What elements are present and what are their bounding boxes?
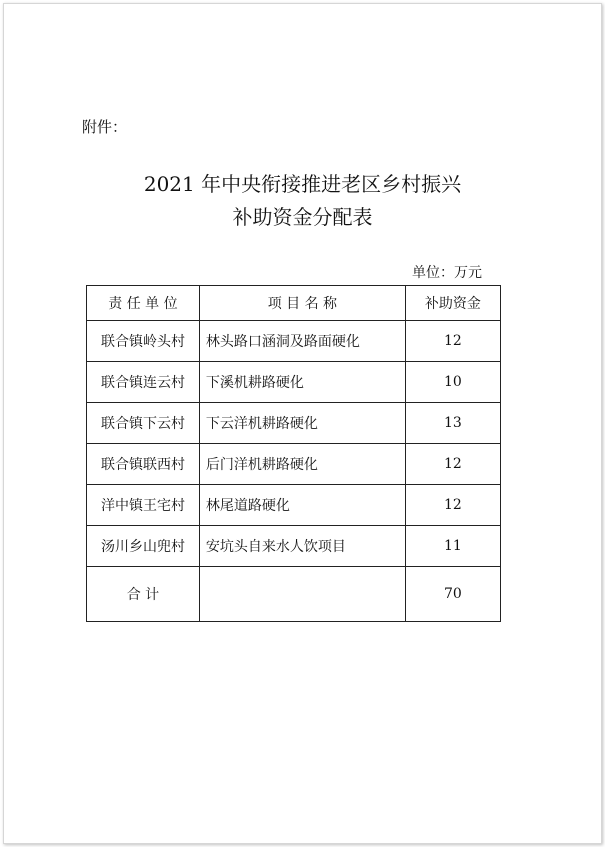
attachment-label: 附件： [82, 118, 128, 136]
total-project [199, 567, 405, 622]
cell-funds: 12 [405, 321, 500, 362]
table-header-row [87, 286, 501, 321]
header-unit: 责 任 单 位 [87, 286, 200, 321]
cell-unit: 联合镇连云村 [87, 362, 200, 403]
cell-project: 后门洋机耕路硬化 [199, 444, 405, 485]
cell-unit: 联合镇下云村 [87, 403, 200, 444]
cell-unit: 联合镇联西村 [87, 444, 200, 485]
cell-project: 安坑头自来水人饮项目 [199, 526, 405, 567]
cell-unit: 联合镇岭头村 [87, 321, 200, 362]
cell-project: 林头路口涵洞及路面硬化 [199, 321, 405, 362]
header-project: 项 目 名 称 [199, 286, 405, 321]
cell-project: 下溪机耕路硬化 [199, 362, 405, 403]
allocation-table [86, 285, 501, 622]
cell-funds: 13 [405, 403, 500, 444]
document-title-line2: 补助资金分配表 [232, 205, 373, 229]
cell-funds: 11 [405, 526, 500, 567]
total-row [87, 567, 501, 622]
cell-unit: 汤川乡山兜村 [87, 526, 200, 567]
cell-funds: 12 [405, 444, 500, 485]
cell-funds: 10 [405, 362, 500, 403]
table-row [87, 321, 501, 362]
document-title-line1: 2021 年中央衔接推进老区乡村振兴 [143, 172, 462, 196]
cell-unit: 洋中镇王宅村 [87, 485, 200, 526]
table-row [87, 485, 501, 526]
cell-funds: 12 [405, 485, 500, 526]
cell-project: 林尾道路硬化 [199, 485, 405, 526]
header-funds: 补助资金 [405, 286, 500, 321]
unit-note: 单位：万元 [412, 265, 482, 281]
total-funds: 70 [405, 567, 500, 622]
table-row [87, 362, 501, 403]
cell-project: 下云洋机耕路硬化 [199, 403, 405, 444]
total-label: 合 计 [87, 567, 200, 622]
table-row [87, 444, 501, 485]
table-row [87, 526, 501, 567]
table-row [87, 403, 501, 444]
